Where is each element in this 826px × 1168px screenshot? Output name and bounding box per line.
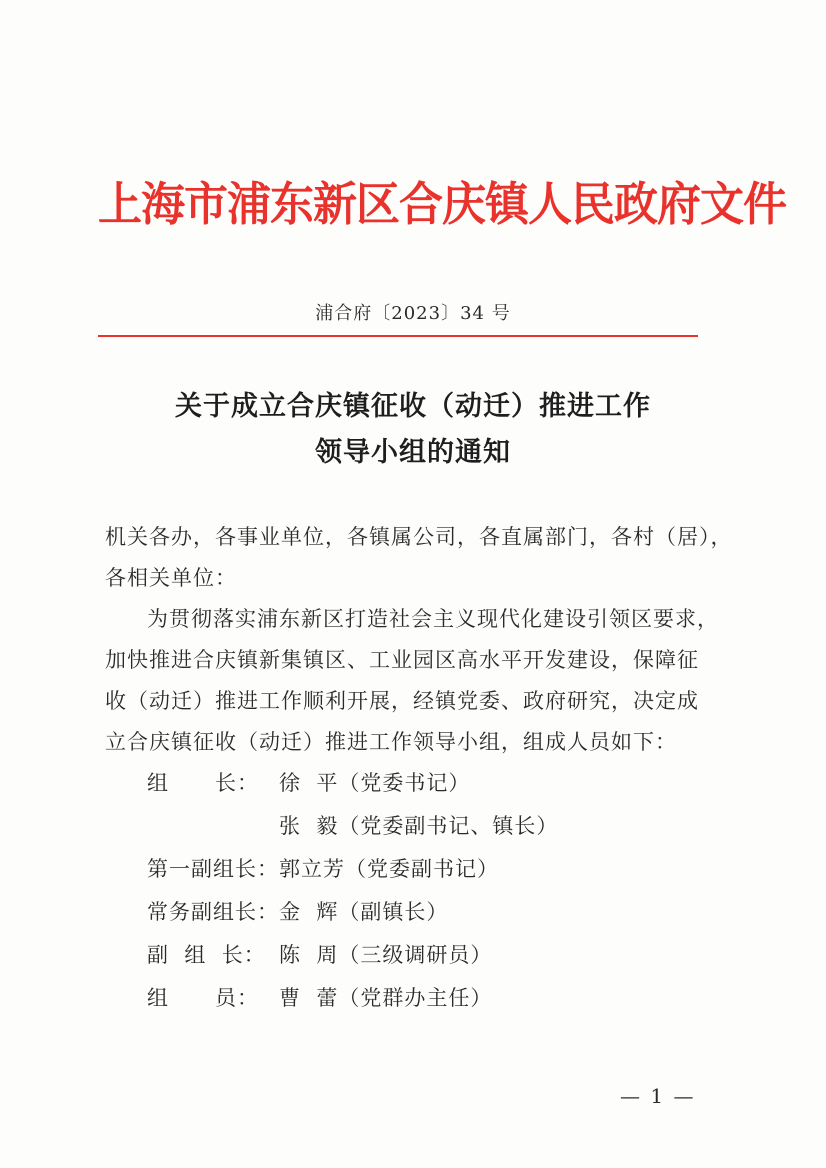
page-number: — 1 — — [620, 1084, 696, 1108]
member-row — [105, 806, 725, 849]
member-name: 金 辉（副镇长） — [279, 900, 449, 924]
member-row — [105, 978, 725, 1021]
body-paragraph-line-2: 加快推进合庆镇新集镇区、工业园区高水平开发建设，保障征 — [105, 648, 699, 672]
member-name: 曹 蕾（党群办主任） — [279, 986, 493, 1010]
member-row — [105, 892, 725, 935]
recipients-line-2: 各相关单位： — [105, 566, 237, 590]
member-role: 第一副组长： — [147, 857, 279, 881]
member-role: 常务副组长： — [147, 900, 279, 924]
document-number: 浦合府〔2023〕34 号 — [315, 303, 511, 324]
body-paragraph-line-3: 收（动迁）推进工作顺利开展，经镇党委、政府研究，决定成 — [105, 689, 699, 713]
document-title — [0, 384, 826, 476]
document-title-line-2: 领导小组的通知 — [315, 437, 511, 468]
body-paragraph-line-4: 立合庆镇征收（动迁）推进工作领导小组，组成人员如下： — [105, 730, 677, 754]
red-divider-line — [98, 335, 698, 337]
member-name: 张 毅（党委副书记、镇长） — [279, 814, 559, 838]
member-row — [105, 763, 725, 806]
member-role: 组 员： — [147, 986, 260, 1010]
document-body — [105, 517, 733, 1021]
body-paragraph-line-1: 为贯彻落实浦东新区打造社会主义现代化建设引领区要求， — [147, 607, 719, 631]
member-role: 组 长： — [147, 771, 260, 795]
member-role: 副 组 长： — [147, 943, 266, 967]
issuing-authority-header: 上海市浦东新区合庆镇人民政府文件 — [98, 178, 786, 232]
member-name: 陈 周（三级调研员） — [279, 943, 493, 967]
member-name: 郭立芳（党委副书记） — [279, 857, 499, 881]
member-row — [105, 935, 725, 978]
recipients-line-1: 机关各办，各事业单位，各镇属公司，各直属部门，各村（居）， — [105, 525, 733, 549]
member-name: 徐 平（党委书记） — [279, 771, 471, 795]
document-title-line-1: 关于成立合庆镇征收（动迁）推进工作 — [175, 391, 651, 422]
member-row — [105, 849, 725, 892]
